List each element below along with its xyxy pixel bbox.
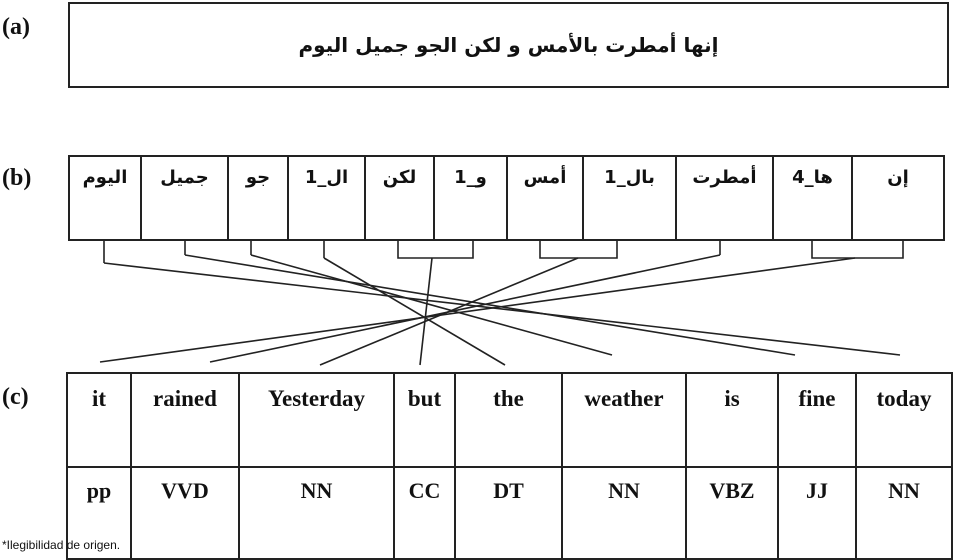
word-cell: fine: [778, 373, 856, 467]
pos-tag-cell: NN: [856, 467, 952, 559]
segment-cell: أمطرت: [675, 155, 774, 241]
segment-cell: ال_1: [287, 155, 366, 241]
english-pos-table: [66, 372, 953, 560]
word-cell: but: [394, 373, 455, 467]
panel-label-b: (b): [2, 165, 32, 191]
word-cell: Yesterday: [239, 373, 394, 467]
segment-cell: جميل: [140, 155, 229, 241]
segment-cell: ها_4: [772, 155, 853, 241]
segment-cell: اليوم: [68, 155, 142, 241]
arabic-sentence: إنها أمطرت بالأمس و لكن الجو جميل اليوم: [298, 33, 719, 57]
english-words-row: [67, 373, 952, 467]
alignment-line: [251, 255, 612, 355]
word-cell: rained: [131, 373, 239, 467]
alignment-line: [185, 255, 795, 355]
pos-tag-cell: CC: [394, 467, 455, 559]
pos-tags-row: [67, 467, 952, 559]
pos-tag-cell: NN: [562, 467, 686, 559]
bracket-lakin-wa: [398, 241, 473, 258]
bracket-ams-bal: [540, 241, 617, 258]
bracket-ha-in: [812, 241, 903, 258]
word-cell: it: [67, 373, 131, 467]
alignment-line: [104, 263, 900, 355]
segment-cell: أمس: [506, 155, 584, 241]
word-cell: today: [856, 373, 952, 467]
alignment-line: [420, 258, 432, 365]
pos-tag-cell: NN: [239, 467, 394, 559]
alignment-line: [324, 258, 505, 365]
segment-cell: و_1: [433, 155, 508, 241]
footnote: *Ilegibilidad de origen.: [2, 538, 121, 552]
word-cell: the: [455, 373, 562, 467]
word-cell: weather: [562, 373, 686, 467]
segment-cell: جو: [227, 155, 289, 241]
panel-label-c: (c): [2, 384, 29, 410]
segment-cell: إن: [851, 155, 945, 241]
pos-tag-cell: JJ: [778, 467, 856, 559]
segment-cell: لكن: [364, 155, 435, 241]
pos-tag-cell: VBZ: [686, 467, 778, 559]
panel-label-a: (a): [2, 14, 30, 40]
pos-tag-cell: pp: [67, 467, 131, 559]
pos-tag-cell: VVD: [131, 467, 239, 559]
word-cell: is: [686, 373, 778, 467]
pos-tag-cell: DT: [455, 467, 562, 559]
segment-cell: بال_1: [582, 155, 677, 241]
